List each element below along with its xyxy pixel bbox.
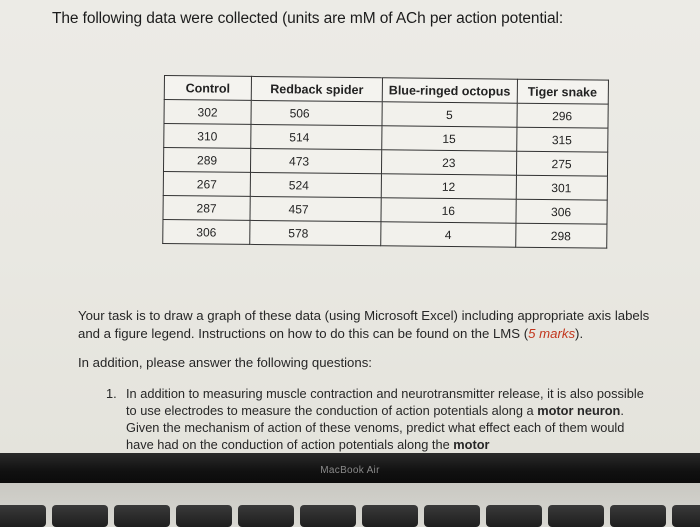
- keyboard-key: [362, 505, 418, 527]
- table-cell: 315: [516, 127, 607, 152]
- table-cell: 298: [515, 223, 606, 248]
- table-cell: 514: [251, 124, 382, 149]
- header-redback-spider: Redback spider: [251, 76, 382, 101]
- keyboard-key: [672, 505, 700, 527]
- table-cell: 306: [163, 219, 250, 244]
- keyboard-key: [548, 505, 604, 527]
- keyboard-key: [486, 505, 542, 527]
- table-cell: 4: [381, 222, 516, 247]
- table-cell: 301: [516, 175, 607, 200]
- task-text-end: ).: [575, 326, 584, 341]
- keyboard-key: [300, 505, 356, 527]
- keyboard-key: [114, 505, 170, 527]
- table-cell: 578: [250, 220, 381, 245]
- table-cell: 306: [515, 199, 606, 224]
- question-bold-b: motor: [453, 437, 490, 452]
- table-cell: 296: [517, 103, 608, 128]
- marks-label: 5 marks: [528, 326, 576, 341]
- keyboard-key: [176, 505, 232, 527]
- keyboard-key: [0, 505, 46, 527]
- task-paragraph: [78, 307, 663, 343]
- laptop-brand-label: MacBook Air: [320, 465, 380, 476]
- keyboard-key: [238, 505, 294, 527]
- table-cell: 289: [163, 148, 250, 173]
- table-cell: 302: [164, 100, 251, 125]
- keyboard-key: [424, 505, 480, 527]
- table-cell: 506: [251, 100, 382, 125]
- table-cell: 16: [381, 198, 516, 223]
- intro-text: The following data were collected (units are mM of ACh per action potential:: [52, 10, 564, 27]
- table-cell: 267: [163, 171, 250, 196]
- table-cell: 473: [250, 148, 381, 173]
- addition-text: In addition, please answer the following questions:: [78, 355, 372, 370]
- question-number: 1.: [106, 386, 117, 401]
- keyboard-key: [52, 505, 108, 527]
- table-row: [163, 219, 607, 248]
- table-cell: 457: [250, 196, 381, 221]
- question-text-b: . Given the mechanism of action of these venoms, predict what effect each of them would have had on the conduction of action potentials along the: [126, 403, 625, 452]
- table-cell: 287: [163, 195, 250, 220]
- question-body: [126, 385, 646, 453]
- header-blue-ringed-octopus: Blue-ringed octopus: [382, 78, 517, 103]
- table-cell: 23: [381, 150, 516, 175]
- table-cell: 310: [164, 124, 251, 149]
- question-bold-a: motor neuron: [537, 403, 621, 418]
- header-control: Control: [164, 76, 251, 101]
- table-cell: 5: [382, 102, 517, 127]
- table-cell: 15: [382, 126, 517, 151]
- data-table: [162, 75, 608, 249]
- keyboard-key: [610, 505, 666, 527]
- task-text: Your task is to draw a graph of these data (using Microsoft Excel) including appropriate axis labels and a figure legend. Instructions on how to do this can be found on the LMS (: [78, 308, 650, 341]
- table-cell: 12: [381, 174, 516, 199]
- table-cell: 275: [516, 151, 607, 176]
- question-1: [106, 385, 646, 453]
- keyboard-function-row: [0, 505, 700, 527]
- header-tiger-snake: Tiger snake: [517, 79, 608, 104]
- table-cell: 524: [250, 172, 381, 197]
- question-text-a: In addition to measuring muscle contraction and neurotransmitter release, it is also possible to use electrodes to measure the conduction of action potentials along a: [126, 386, 644, 418]
